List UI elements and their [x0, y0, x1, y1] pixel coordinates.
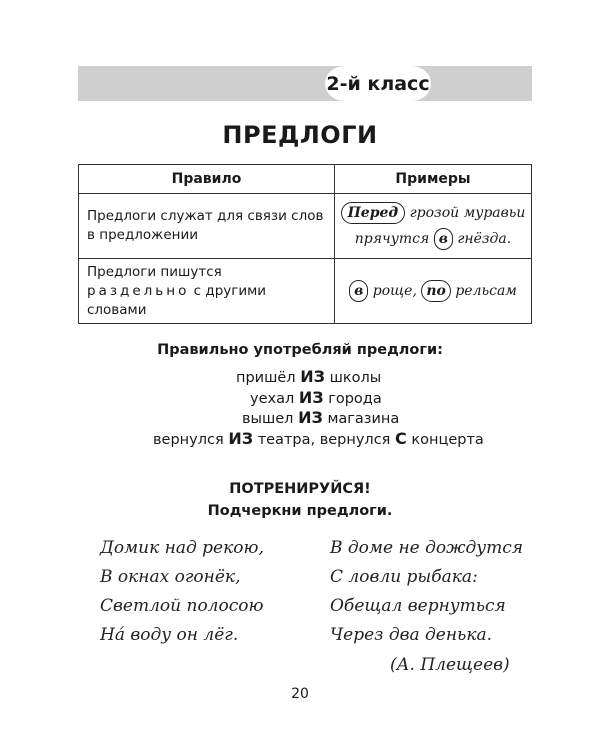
table-row [79, 259, 532, 324]
practice-task: Подчеркни предлоги. [207, 503, 393, 519]
usage-line [153, 429, 484, 448]
practice-heading: ПОТРЕНИРУЙСЯ! [229, 481, 371, 497]
example-cell [335, 259, 532, 324]
usage-heading: Правильно употребляй предлоги: [157, 342, 443, 358]
usage-line [242, 408, 399, 427]
table-header-row [79, 165, 532, 194]
circled-preposition: по [421, 280, 451, 302]
grade-banner [78, 66, 532, 101]
example-text: прячутся [354, 231, 430, 247]
poem-line: Обещал вернуться [330, 596, 506, 616]
usage-verb: вернулся [153, 432, 224, 448]
usage-verb: уехал [250, 391, 295, 407]
poem-line: Домик над рекою, [100, 538, 264, 558]
usage-verb: вышел [242, 411, 294, 427]
example-text: грозой муравьи [409, 205, 526, 221]
rule-text: Предлоги пишутся [87, 263, 222, 280]
poem-right-column [330, 534, 523, 650]
table-row [79, 194, 532, 259]
usage-preposition: ИЗ [228, 429, 254, 448]
column-header-examples: Примеры [335, 165, 532, 194]
usage-preposition: ИЗ [300, 367, 325, 386]
usage-noun: школы [329, 370, 382, 386]
rule-cell: Предлоги служат для связи слов в предложении [79, 194, 335, 259]
poem-left-column [100, 534, 264, 650]
circled-preposition: в [349, 280, 368, 302]
poem-line: В доме не дождутся [330, 538, 523, 558]
usage-verb: пришёл [236, 370, 296, 386]
usage-preposition: С [395, 429, 407, 448]
usage-noun: театра, вернулся [257, 432, 391, 448]
example-text: гнёзда. [457, 231, 512, 247]
column-header-rule: Правило [79, 165, 335, 194]
circled-preposition: Перед [341, 202, 406, 224]
usage-noun: города [328, 391, 382, 407]
poem-line: Светлой полосою [100, 596, 264, 616]
example-text: рельсам [455, 283, 517, 299]
circled-preposition: в [434, 228, 453, 250]
rule-cell [79, 259, 335, 324]
rule-text-spaced: раздельно [87, 282, 190, 299]
usage-line [236, 367, 381, 386]
grade-label: 2-й класс [325, 66, 431, 101]
example-cell [335, 194, 532, 259]
poem-author: (А. Плещеев) [390, 655, 510, 675]
usage-noun: концерта [411, 432, 484, 448]
usage-line [250, 388, 382, 407]
usage-preposition: ИЗ [298, 388, 324, 407]
example-text: роще, [372, 283, 417, 299]
usage-noun: магазина [327, 411, 400, 427]
page-number: 20 [291, 686, 309, 702]
rule-text: с другими словами [87, 282, 267, 318]
rules-table [78, 164, 532, 324]
poem-line: Через два денька. [330, 625, 493, 645]
page-title: ПРЕДЛОГИ [222, 121, 378, 149]
poem-line: На́ воду он лёг. [100, 625, 239, 645]
usage-preposition: ИЗ [298, 408, 323, 427]
poem-line: С ловли рыбака: [330, 567, 478, 587]
poem-line: В окнах огонёк, [100, 567, 241, 587]
